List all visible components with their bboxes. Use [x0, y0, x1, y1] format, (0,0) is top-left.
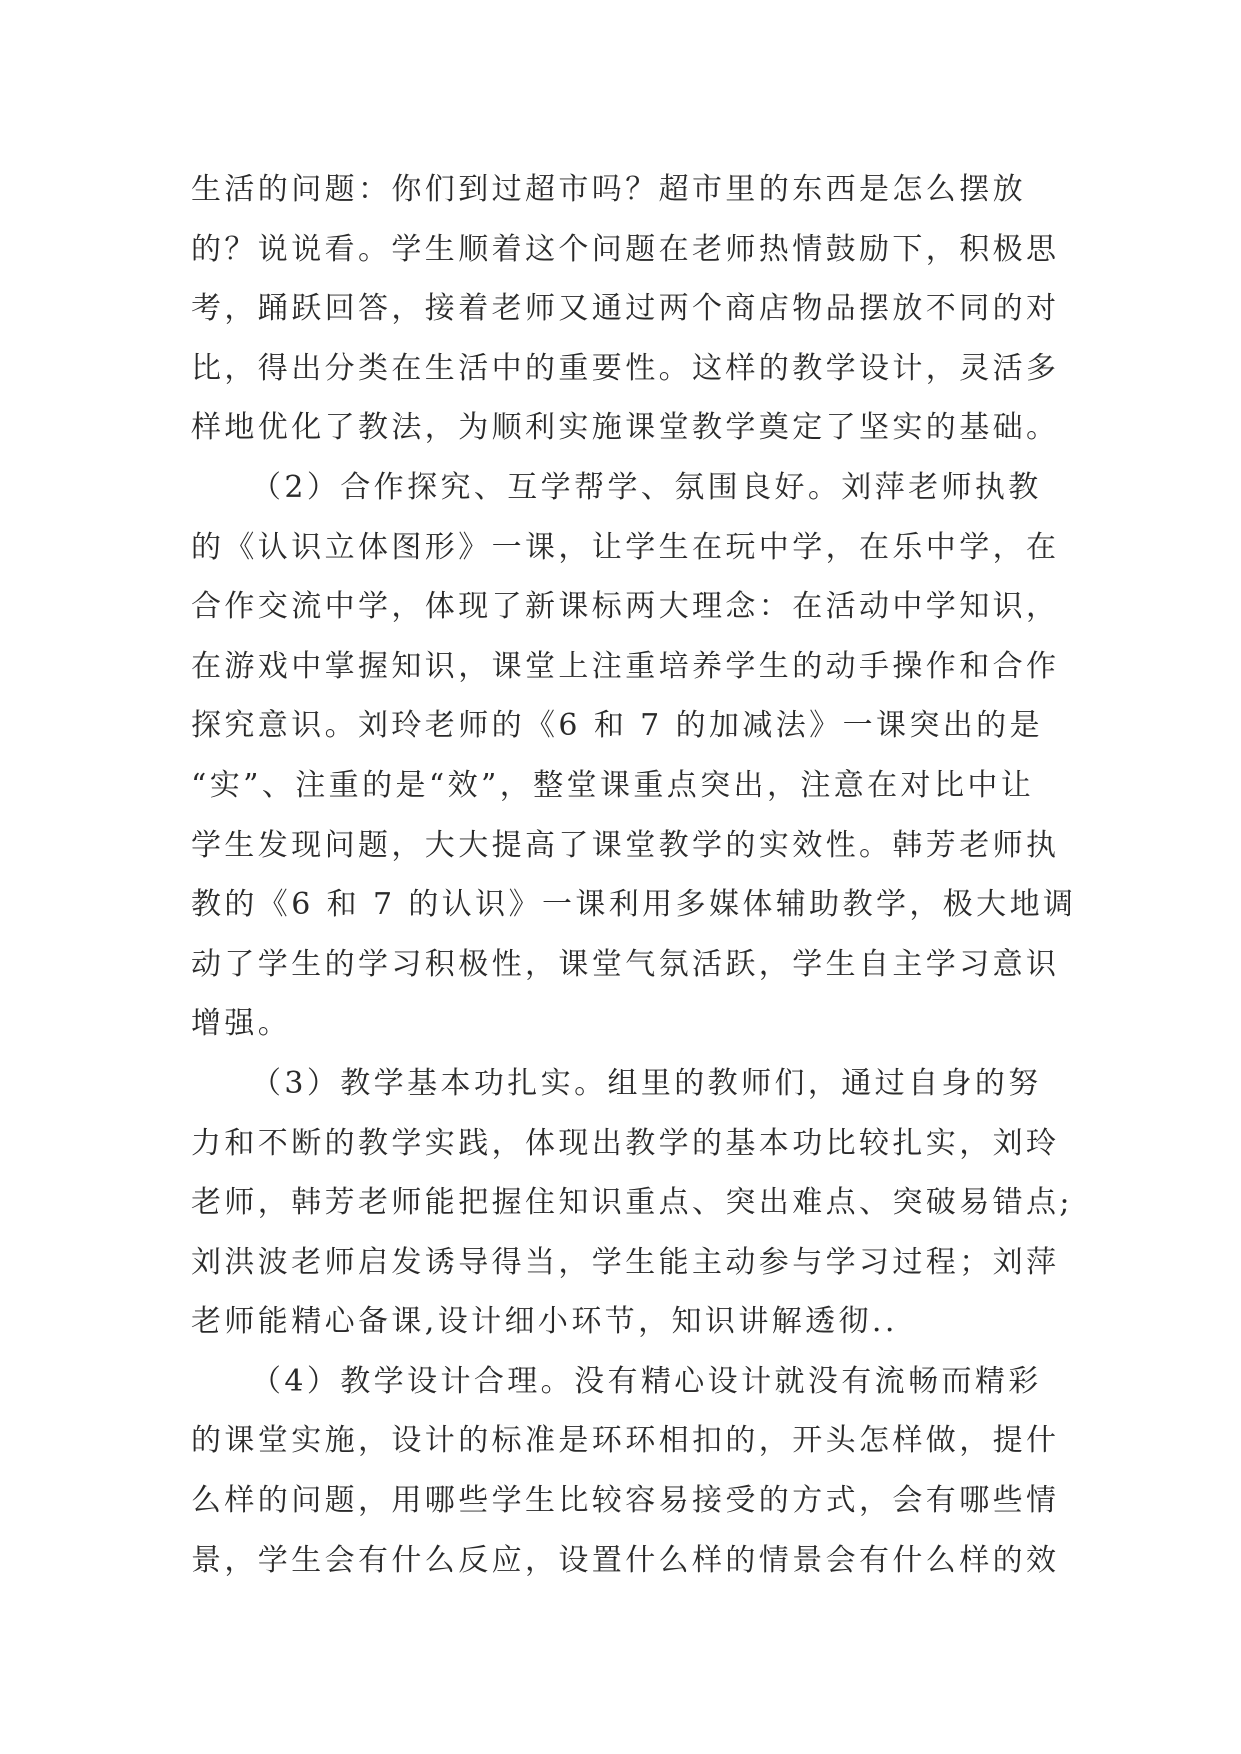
text-line: 探究意识。刘玲老师的《6 和 7 的加减法》一课突出的是: [191, 708, 1043, 744]
text-line: 刘洪波老师启发诱导得当，学生能主动参与学习过程；刘萍: [191, 1244, 1060, 1280]
text-line: 老师，韩芳老师能把握住知识重点、突出难点、突破易错点;: [191, 1185, 1073, 1221]
text-line: 在游戏中掌握知识，课堂上注重培养学生的动手操作和合作: [191, 648, 1060, 684]
text-line: 教的《6 和 7 的认识》一课利用多媒体辅助教学，极大地调: [191, 887, 1077, 923]
text-line: “实”、注重的是“效”，整堂课重点突出，注意在对比中让: [191, 767, 1035, 803]
text-line: 增强。: [191, 1006, 292, 1042]
paragraph-start-line: （3）教学基本功扎实。组里的教师们，通过自身的努: [251, 1065, 1042, 1101]
paragraph-start-line: （2）合作探究、互学帮学、氛围良好。刘萍老师执教: [251, 469, 1042, 505]
text-line: 的《认识立体图形》一课，让学生在玩中学，在乐中学，在: [191, 529, 1060, 565]
text-line: 考，踊跃回答，接着老师又通过两个商店物品摆放不同的对: [191, 291, 1060, 327]
text-line: 力和不断的教学实践，体现出教学的基本功比较扎实，刘玲: [191, 1125, 1060, 1161]
text-line: 老师能精心备课,设计细小环节，知识讲解透彻..: [191, 1304, 898, 1340]
paragraph-start-line: （4）教学设计合理。没有精心设计就没有流畅而精彩: [251, 1363, 1042, 1399]
text-line: 比，得出分类在生活中的重要性。这样的教学设计，灵活多: [191, 350, 1060, 386]
text-line: 么样的问题，用哪些学生比较容易接受的方式，会有哪些情: [191, 1483, 1060, 1519]
text-line: 合作交流中学，体现了新课标两大理念：在活动中学知识，: [191, 589, 1060, 625]
text-line: 样地优化了教法，为顺利实施课堂教学奠定了坚实的基础。: [191, 410, 1060, 446]
text-line: 学生发现问题，大大提高了课堂教学的实效性。韩芳老师执: [191, 827, 1060, 863]
text-line: 的课堂实施，设计的标准是环环相扣的，开头怎样做，提什: [191, 1423, 1060, 1459]
text-line: 生活的问题：你们到过超市吗？超市里的东西是怎么摆放: [191, 172, 1026, 207]
text-line: 动了学生的学习积极性，课堂气氛活跃，学生自主学习意识: [191, 946, 1060, 982]
text-line: 景，学生会有什么反应，设置什么样的情景会有什么样的效: [191, 1542, 1060, 1578]
document-page: [191, 160, 1077, 1590]
text-line: 的？说说看。学生顺着这个问题在老师热情鼓励下，积极思: [191, 231, 1060, 267]
